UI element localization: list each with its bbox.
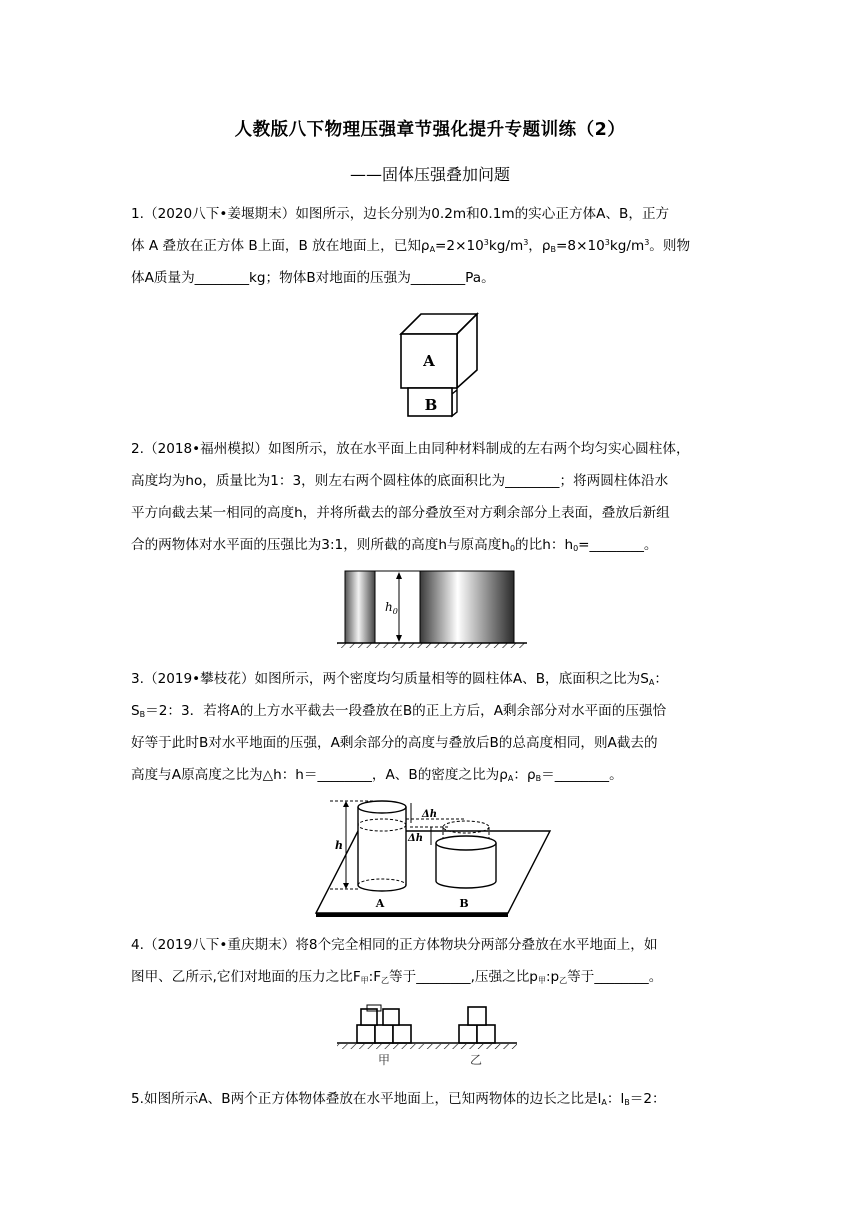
- question-2-line-4: 合的两物体对水平面的压强比为3:1，则所截的高度h与原高度$h_0$的比h：$h_0=\_\_\_\_\_\_\_\_$。: [131, 537, 658, 553]
- figure-4-label-yi: 乙: [469, 1053, 483, 1067]
- question-1-line-3: 体A质量为________kg；物体B对地面的压强为________Pa。: [131, 270, 495, 286]
- question-1-line-1: 1.（2020八下•姜堰期末）如图所示，边长分别为0.2m和0.1m的实心正方体A、B，正方: [131, 206, 670, 222]
- figure-1-label-a: A: [423, 352, 435, 370]
- figure-4-label-jia: 甲: [377, 1053, 391, 1067]
- figure-3-label-a: A: [375, 897, 385, 910]
- figure-2-label-h0: $h_0$: [385, 600, 398, 616]
- question-3: [131, 663, 734, 791]
- figure-3-cylinders-on-plane: [310, 797, 550, 917]
- question-3-line-4: 高度与A原高度之比为△h：h＝________，A、B的密度之比为$\rho_A$：$\rho_B=\_\_\_\_\_\_\_\_$。: [131, 767, 623, 783]
- question-4-line-2: 图甲、乙所示,它们对地面的压力之比$F_甲:F_乙$等于________,压强之比$p_甲:p_乙$等于________。: [131, 969, 663, 985]
- question-5: [131, 1083, 734, 1115]
- figure-4-stacked-blocks: [337, 1003, 517, 1069]
- question-4-line-1: 4.（2019八下•重庆期末）将8个完全相同的正方体物块分两部分叠放在水平地面上，如: [131, 937, 658, 953]
- page-subtitle: ——固体压强叠加问题: [349, 165, 510, 184]
- figure-3-label-b: B: [459, 897, 469, 910]
- question-4: [131, 929, 734, 993]
- question-3-line-3: 好等于此时B对水平地面的压强，A剩余部分的高度与叠放后B的总高度相同，则A截去的: [131, 735, 658, 751]
- question-2-line-2: 高度均为ho，质量比为1：3，则左右两个圆柱体的底面积比为________；将两圆柱体沿水: [131, 473, 669, 489]
- question-2: [131, 433, 734, 561]
- question-2-line-1: 2.（2018•福州模拟）如图所示，放在水平面上由同种材料制成的左右两个均匀实心圆柱体，: [131, 441, 690, 457]
- question-3-line-1: 3.（2019•攀枝花）如图所示，两个密度均匀质量相等的圆柱体A、B，底面积之比为$S_A$：: [131, 671, 668, 687]
- page-title: 人教版八下物理压强章节强化提升专题训练（2）: [234, 120, 626, 140]
- question-3-line-2: $S_B=2$：3．若将A的上方水平截去一段叠放在B的正上方后，A剩余部分对水平面的压强恰: [131, 703, 667, 719]
- question-5-line-1: 5.如图所示A、B两个正方体物体叠放在水平地面上，已知两物体的边长之比是$l_A$：$l_B=2$：: [131, 1091, 666, 1107]
- figure-2-cylinders: [337, 567, 527, 649]
- question-2-line-3: 平方向截去某一相同的高度h，并将所截去的部分叠放至对方剩余部分上表面，叠放后新组: [131, 505, 670, 521]
- figure-1-stacked-cubes: [395, 312, 480, 418]
- question-1-line-2: 体 A 叠放在正方体 B上面，B 放在地面上，已知$\rho_A=2\times 10^3kg/m^3$，$\rho_B=8\times 10^3kg/m^3$。则物: [131, 238, 691, 254]
- figure-3-label-dh-1: Δh: [422, 809, 438, 820]
- figure-1-label-b: B: [424, 396, 438, 414]
- question-1: [131, 198, 734, 294]
- figure-3-label-h: h: [335, 839, 343, 852]
- figure-3-label-dh-2: Δh: [408, 833, 424, 844]
